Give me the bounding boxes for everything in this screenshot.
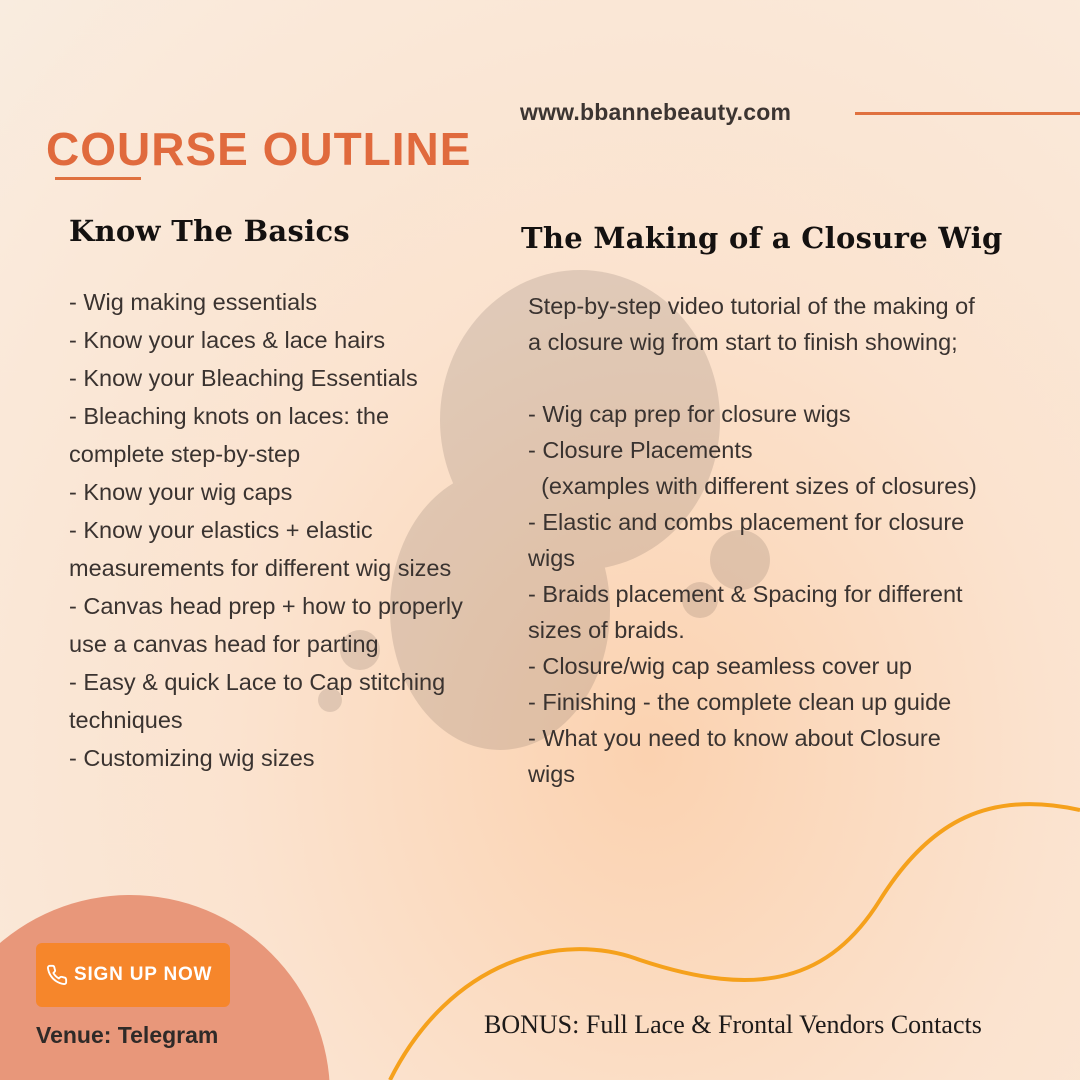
list-item: - Easy & quick Lace to Cap stitching techniques — [69, 669, 446, 733]
sign-up-button[interactable] — [36, 943, 230, 1007]
website-url[interactable]: www.bbannebeauty.com — [520, 99, 792, 125]
list-item: - Bleaching knots on laces: the complete step-by-step — [69, 403, 390, 467]
list-item: - Wig making essentials — [69, 289, 318, 315]
basics-list — [69, 283, 469, 777]
list-item: - Customizing wig sizes — [69, 745, 315, 771]
list-item: - Wig cap prep for closure wigs — [528, 401, 851, 427]
phone-icon — [46, 964, 68, 986]
list-item: - Canvas head prep + how to properly use a canvas head for parting — [69, 593, 463, 657]
right-column-heading: The Making of a Closure Wig — [521, 221, 1003, 255]
title-underline — [55, 177, 141, 180]
url-divider — [855, 112, 1080, 115]
venue-text: Venue: Telegram — [36, 1022, 219, 1048]
list-item: - Finishing - the complete clean up guide — [528, 689, 952, 715]
list-item: - Know your wig caps — [69, 479, 293, 505]
list-item: - What you need to know about Closure wigs — [528, 725, 948, 787]
list-item: - Know your Bleaching Essentials — [69, 365, 418, 391]
left-column-heading: Know The Basics — [69, 214, 351, 248]
list-item: - Closure Placements (examples with different sizes of closures) — [528, 437, 977, 499]
list-item: - Elastic and combs placement for closure wigs — [528, 509, 971, 571]
sign-up-label: SIGN UP NOW — [74, 964, 213, 985]
list-item: - Know your elastics + elastic measurements for different wig sizes — [69, 517, 452, 581]
list-item: - Know your laces & lace hairs — [69, 327, 386, 353]
intro-text: Step-by-step video tutorial of the making of a closure wig from start to finish showing; — [528, 293, 975, 355]
closure-wig-section — [528, 288, 978, 792]
list-item: - Braids placement & Spacing for different sizes of braids. — [528, 581, 970, 643]
closure-list — [528, 396, 978, 792]
list-item: - Closure/wig cap seamless cover up — [528, 653, 912, 679]
bonus-text: BONUS: Full Lace & Frontal Vendors Contacts — [484, 1010, 982, 1039]
page-title: COURSE OUTLINE — [46, 123, 472, 175]
